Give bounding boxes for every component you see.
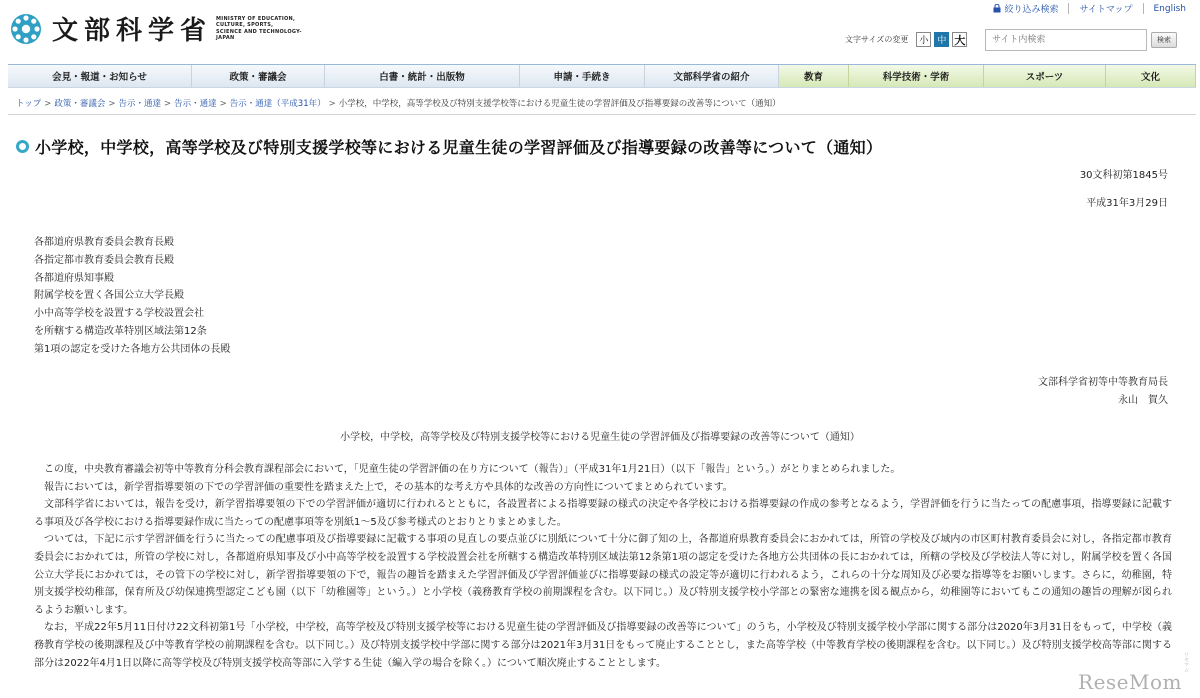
nav-item-science[interactable]: 科学技術・学術 bbox=[849, 65, 984, 87]
addressee-line: 各都道府県知事殿 bbox=[34, 272, 114, 284]
breadcrumb-link-top[interactable]: トップ bbox=[16, 99, 42, 109]
font-size-small-button[interactable]: 小 bbox=[916, 32, 931, 47]
addressee-line: 小中高等学校を設置する学校設置会社 bbox=[34, 308, 204, 320]
addressee-line: を所轄する構造改革特別区域法第12条 bbox=[34, 325, 207, 337]
document-date: 平成31年3月29日 bbox=[1086, 198, 1168, 209]
divider bbox=[1068, 3, 1069, 14]
title-bullet-icon bbox=[16, 140, 29, 153]
nav-item-applications[interactable]: 申請・手続き bbox=[520, 65, 645, 87]
addressee-line: 附属学校を置く各国公立大学長殿 bbox=[34, 290, 184, 302]
advanced-search-label: 絞り込み検索 bbox=[1004, 5, 1059, 15]
breadcrumb-link-policy[interactable]: 政策・審議会 bbox=[54, 99, 106, 109]
sender-name: 永山 賀久 bbox=[1118, 395, 1168, 406]
global-nav bbox=[8, 64, 1196, 88]
resemom-watermark: ReseMom bbox=[1078, 670, 1182, 694]
logo-english: MINISTRY OF EDUCATION, CULTURE, SPORTS, SCIENCE AND TECHNOLOGY-JAPAN bbox=[216, 15, 302, 41]
addressee-line: 各指定都市教育委員会教育長殿 bbox=[34, 254, 174, 266]
breadcrumb-link-notices-h31[interactable]: 告示・通達（平成31年） bbox=[229, 99, 326, 109]
nav-item-press[interactable]: 会見・報道・お知らせ bbox=[8, 65, 192, 87]
addressee-line: 各都道府県教育委員会教育長殿 bbox=[34, 237, 174, 248]
body-paragraph: 報告においては，新学習指導要領の下での学習評価の重要性を踏まえた上で，その基本的な考え方や具体的な改善の方向性についてまとめられています。 bbox=[44, 481, 733, 493]
font-size-large-button[interactable]: 大 bbox=[954, 33, 966, 47]
watermark-sub: リセマム bbox=[1183, 652, 1189, 672]
site-search bbox=[985, 29, 1177, 51]
document-subject: 小学校，中学校，高等学校及び特別支援学校等における児童生徒の学習評価及び指導要録の改善等について（通知） bbox=[340, 432, 860, 443]
divider bbox=[8, 114, 1196, 115]
font-size-switcher bbox=[845, 32, 967, 47]
lock-icon bbox=[993, 4, 1001, 13]
font-size-medium-button[interactable]: 中 bbox=[934, 32, 949, 47]
nav-item-education[interactable]: 教育 bbox=[779, 65, 849, 87]
sender-organization: 文部科学省初等中等教育局長 bbox=[1038, 377, 1168, 388]
nav-item-about[interactable]: 文部科学省の紹介 bbox=[645, 65, 779, 87]
body-paragraph: なお，平成22年5月11日付け22文科初第1号「小学校，中学校，高等学校及び特別支援学校等における児童生徒の学習評価及び指導要録の改善等について」のうち，小学校及び特別支援学校小学部に関する部分は2020年3月31日をもって，中学校（義務教育学校の後期課程及び中等教育学校の前期課程を含む。以下同じ。）及び特別支援学校中学部に関する部分は2021年3月31日をもって廃止することとし，また高等学校（中等教育学校の後期課程を含む。以下同じ。）及び特別支援学校高等部に関する部分は2022年4月1日以降に高等学校及び特別支援学校高等部に入学する生徒（編入学の場合を除く。）について順次廃止することとします。 bbox=[34, 622, 1172, 669]
mext-logo-icon bbox=[10, 13, 42, 45]
divider bbox=[1143, 3, 1144, 14]
addressee-list bbox=[34, 234, 230, 359]
breadcrumb: トップ > 政策・審議会 > 告示・通達 > 告示・通達 > 告示・通達（平成31年） > 小学校，中学校，高等学校及び特別支援学校等における児童生徒の学習評価及び指導要録の改善等について（通知） bbox=[16, 99, 781, 109]
addressee-line: 第1項の認定を受けた各地方公共団体の長殿 bbox=[34, 343, 231, 355]
nav-item-culture[interactable]: 文化 bbox=[1106, 65, 1196, 87]
advanced-search-link[interactable] bbox=[993, 2, 1058, 15]
breadcrumb-link-notices-2[interactable]: 告示・通達 bbox=[174, 99, 217, 109]
site-header bbox=[0, 0, 1200, 62]
search-input[interactable] bbox=[985, 29, 1147, 51]
document-number: 30文科初第1845号 bbox=[1079, 170, 1168, 181]
body-paragraph: ついては，下記に示す学習評価を行うに当たっての配慮事項及び指導要録に記載する事項の見直しの要点並びに別紙について十分に御了知の上，各都道府県教育委員会におかれては，所管の学校及び域内の市区町村教育委員会に対し，各指定都市教育委員会におかれては，所管の学校に対し，各都道府県知事及び小中高等学校を設置する学校設置会社を所轄する構造改革特別区域法第12条第1項の認定を受けた各地方公共団体の長におかれては，所轄の学校及び学校法人等に対し，附属学校を置く各国公立大学長におかれては，その管下の学校に対し，新学習指導要領の下で，報告の趣旨を踏まえた学習評価及び学習評価並びに指導要録の様式の設定等が適切に行われるよう，これらの十分な周知及び必要な指導等をお願いします。さらに，幼稚園，特別支援学校幼稚部，保育所及び幼保連携型認定こども園（以下「幼稚園等」という。）と小学校（義務教育学校の前期課程を含む。以下同じ。）及び特別支援学校小学部との緊密な連携を図る観点から，幼稚園等においてもこの通知の趣旨の理解が図られるようお願いします。 bbox=[34, 534, 1172, 616]
page-title-text: 小学校，中学校，高等学校及び特別支援学校等における児童生徒の学習評価及び指導要録の改善等について（通知） bbox=[35, 138, 883, 157]
nav-item-sports[interactable]: スポーツ bbox=[984, 65, 1106, 87]
page-title bbox=[16, 135, 882, 158]
utility-links bbox=[993, 2, 1186, 15]
english-link[interactable]: English bbox=[1153, 3, 1186, 14]
nav-item-policy[interactable]: 政策・審議会 bbox=[192, 65, 325, 87]
breadcrumb-link-notices[interactable]: 告示・通達 bbox=[118, 99, 162, 109]
breadcrumb-current: 小学校，中学校，高等学校及び特別支援学校等における児童生徒の学習評価及び指導要録の改善等について（通知） bbox=[338, 99, 781, 109]
document-body bbox=[34, 461, 1172, 672]
logo-text: 文部科学省 bbox=[52, 16, 213, 46]
site-logo[interactable] bbox=[10, 10, 316, 47]
body-paragraph: 文部科学省においては，報告を受け，新学習指導要領の下での学習評価が適切に行われるとともに，各設置者による指導要録の様式の決定や各学校における指導要録の作成の参考となるよう，学習評価を行うに当たっての配慮事項，指導要録に記載する事項及び各学校における指導要録作成に当たっての配慮事項等を別紙1～5及び参考様式のとおりとりまとめました。 bbox=[34, 499, 1172, 528]
sitemap-link[interactable]: サイトマップ bbox=[1079, 5, 1133, 15]
nav-item-publications[interactable]: 白書・統計・出版物 bbox=[325, 65, 520, 87]
search-button[interactable]: 検索 bbox=[1151, 32, 1177, 48]
font-size-label: 文字サイズの変更 bbox=[845, 35, 909, 44]
body-paragraph: この度，中央教育審議会初等中等教育分科会教育課程部会において，「児童生徒の学習評価の在り方について（報告）」（平成31年1月21日）（以下「報告」という。）がとりまとめられました。 bbox=[44, 464, 901, 475]
